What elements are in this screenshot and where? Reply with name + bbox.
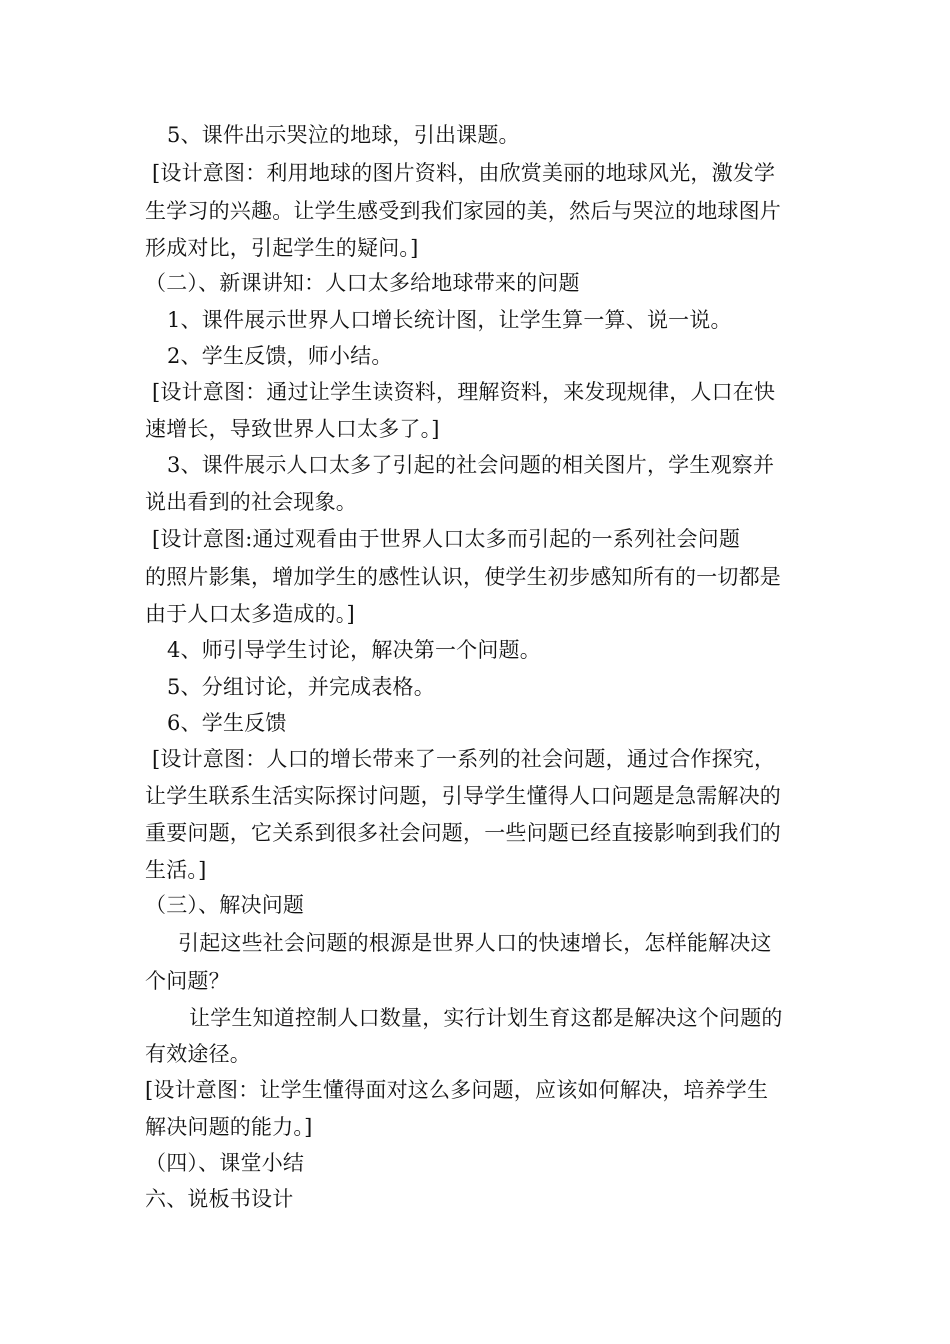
text-line: 个问题？ [145, 969, 230, 993]
text-line: 1、课件展示世界人口增长统计图，让学生算一算、说一说。 [167, 308, 732, 332]
text-line: [设计意图：通过让学生读资料，理解资料，来发现规律，人口在快 [152, 380, 776, 404]
section-heading: （四）、课堂小结 [145, 1151, 305, 1175]
section-heading: 六、说板书设计 [145, 1187, 294, 1211]
text-line: 生活。] [145, 858, 207, 882]
text-line: [设计意图:通过观看由于世界人口太多而引起的一系列社会问题 [152, 527, 741, 551]
text-line: 生学习的兴趣。让学生感受到我们家园的美，然后与哭泣的地球图片 [145, 199, 781, 223]
text-line: 5、分组讨论，并完成表格。 [167, 675, 435, 699]
section-heading: （三）、解决问题 [145, 893, 305, 917]
text-line: 的照片影集，增加学生的感性认识，使学生初步感知所有的一切都是 [145, 565, 781, 589]
text-line: 3、课件展示人口太多了引起的社会问题的相关图片，学生观察并 [167, 453, 775, 477]
text-line: 形成对比，引起学生的疑问。] [145, 236, 419, 260]
text-line: 由于人口太多造成的。] [145, 602, 355, 626]
text-line: [设计意图：利用地球的图片资料，由欣赏美丽的地球风光，激发学 [152, 161, 776, 185]
text-line: 让学生联系生活实际探讨问题，引导学生懂得人口问题是急需解决的 [145, 784, 781, 808]
text-line: 4、师引导学生讨论，解决第一个问题。 [167, 638, 541, 662]
text-line: 2、学生反馈，师小结。 [167, 344, 393, 368]
text-line: 有效途径。 [145, 1042, 251, 1066]
text-line: 重要问题，它关系到很多社会问题，一些问题已经直接影响到我们的 [145, 821, 781, 845]
text-line: 6、学生反馈 [167, 711, 287, 735]
text-line: [设计意图：让学生懂得面对这么多问题，应该如何解决，培养学生 [145, 1078, 769, 1102]
section-heading: （二）、新课讲知：人口太多给地球带来的问题 [145, 271, 580, 295]
text-line: 速增长，导致世界人口太多了。] [145, 417, 440, 441]
text-line: 解决问题的能力。] [145, 1115, 313, 1139]
text-line: 说出看到的社会现象。 [145, 490, 357, 514]
text-line: [设计意图：人口的增长带来了一系列的社会问题，通过合作探究， [152, 747, 776, 771]
text-line: 引起这些社会问题的根源是世界人口的快速增长，怎样能解决这 [178, 931, 772, 955]
text-line: 5、课件出示哭泣的地球，引出课题。 [167, 123, 520, 147]
text-line: 让学生知道控制人口数量，实行计划生育这都是解决这个问题的 [189, 1006, 783, 1030]
